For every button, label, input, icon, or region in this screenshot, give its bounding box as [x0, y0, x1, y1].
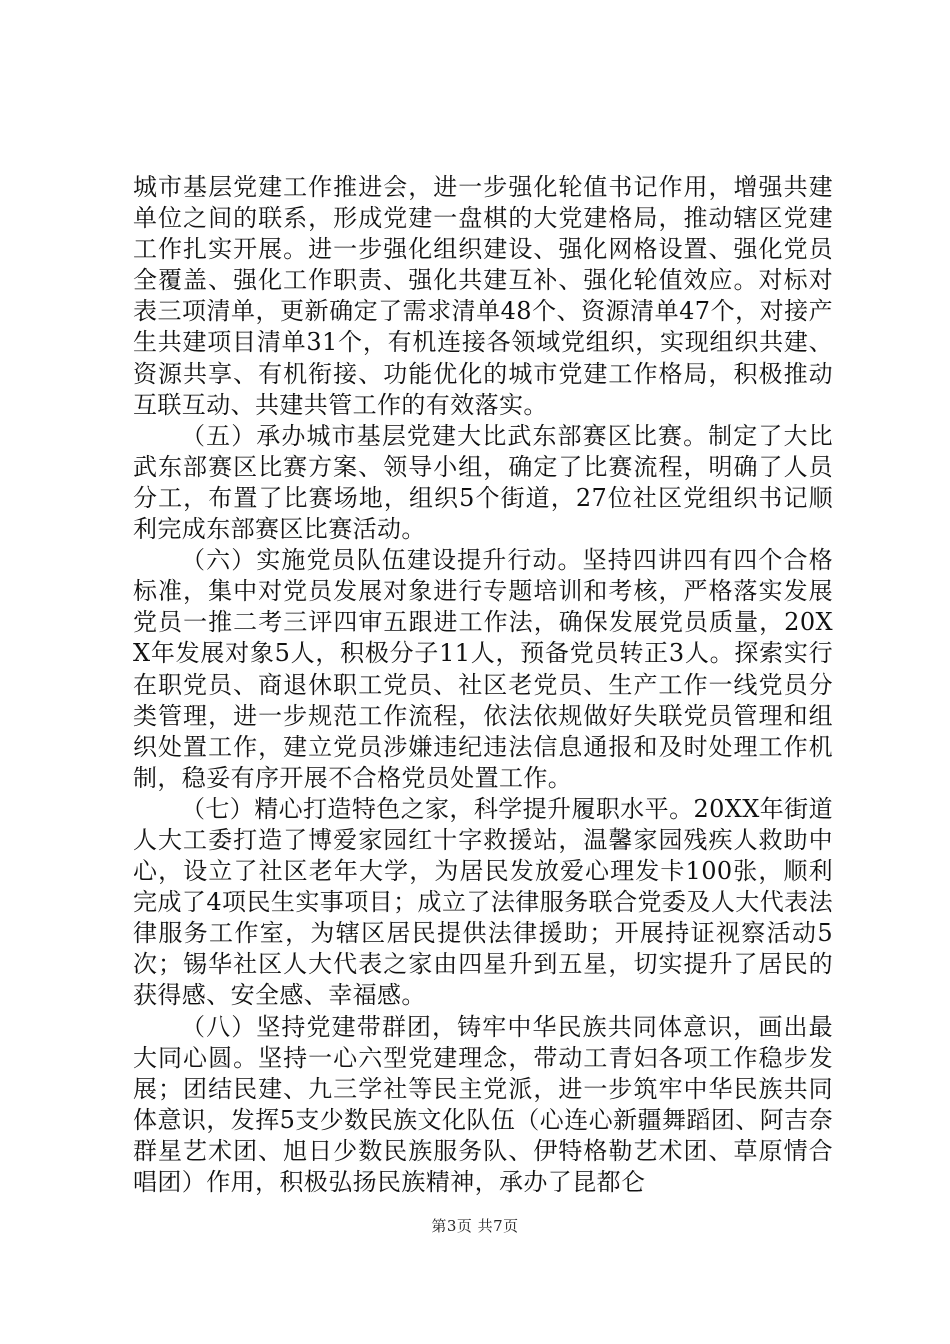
paragraph-section-8: （八）坚持党建带群团，铸牢中华民族共同体意识，画出最大同心圆。坚持一心六型党建理念，带动工青妇各项工作稳步发展；团结民建、九三学社等民主党派，进一步筑牢中华民族共同体意识，发挥5支少数民族文化队伍（心连心新疆舞蹈团、阿吉奈群星艺术团、旭日少数民族服务队、伊特格勒艺术团、草原情合唱团）作用，积极弘扬民族精神，承办了昆都仑	[133, 1012, 833, 1196]
paragraph-continued: 城市基层党建工作推进会，进一步强化轮值书记作用，增强共建单位之间的联系，形成党建一盘棋的大党建格局，推动辖区党建工作扎实开展。进一步强化组织建设、强化网格设置、强化党员全覆盖、强化工作职责、强化共建互补、强化轮值效应。对标对表三项清单，更新确定了需求清单48个、资源清单47个，对接产生共建项目清单31个，有机连接各领域党组织，实现组织共建、资源共享、有机衔接、功能优化的城市党建工作格局，积极推动互联互动、共建共管工作的有效落实。	[133, 173, 833, 419]
document-body	[133, 172, 833, 1198]
paragraph-section-6: （六）实施党员队伍建设提升行动。坚持四讲四有四个合格标准，集中对党员发展对象进行专题培训和考核，严格落实发展党员一推二考三评四审五跟进工作法，确保发展党员质量，20XX年发展对象5人，积极分子11人，预备党员转正3人。探索实行在职党员、商退休职工党员、社区老党员、生产工作一线党员分类管理，进一步规范工作流程，依法依规做好失联党员管理和组织处置工作，建立党员涉嫌违纪违法信息通报和及时处理工作机制，稳妥有序开展不合格党员处置工作。	[133, 546, 833, 792]
paragraph-section-5: （五）承办城市基层党建大比武东部赛区比赛。制定了大比武东部赛区比赛方案、领导小组，确定了比赛流程，明确了人员分工，布置了比赛场地，组织5个街道，27位社区党组织书记顺利完成东部赛区比赛活动。	[133, 421, 833, 544]
page-number-footer: 第3页 共7页	[431, 1217, 519, 1235]
paragraph-section-7: （七）精心打造特色之家，科学提升履职水平。20XX年街道人大工委打造了博爱家园红十字救援站，温馨家园残疾人救助中心，设立了社区老年大学，为居民发放爱心理发卡100张，顺利完成了4项民生实事项目；成立了法律服务联合党委及人大代表法律服务工作室，为辖区居民提供法律援助；开展持证视察活动5次；锡华社区人大代表之家由四星升到五星，切实提升了居民的获得感、安全感、幸福感。	[133, 794, 833, 1010]
